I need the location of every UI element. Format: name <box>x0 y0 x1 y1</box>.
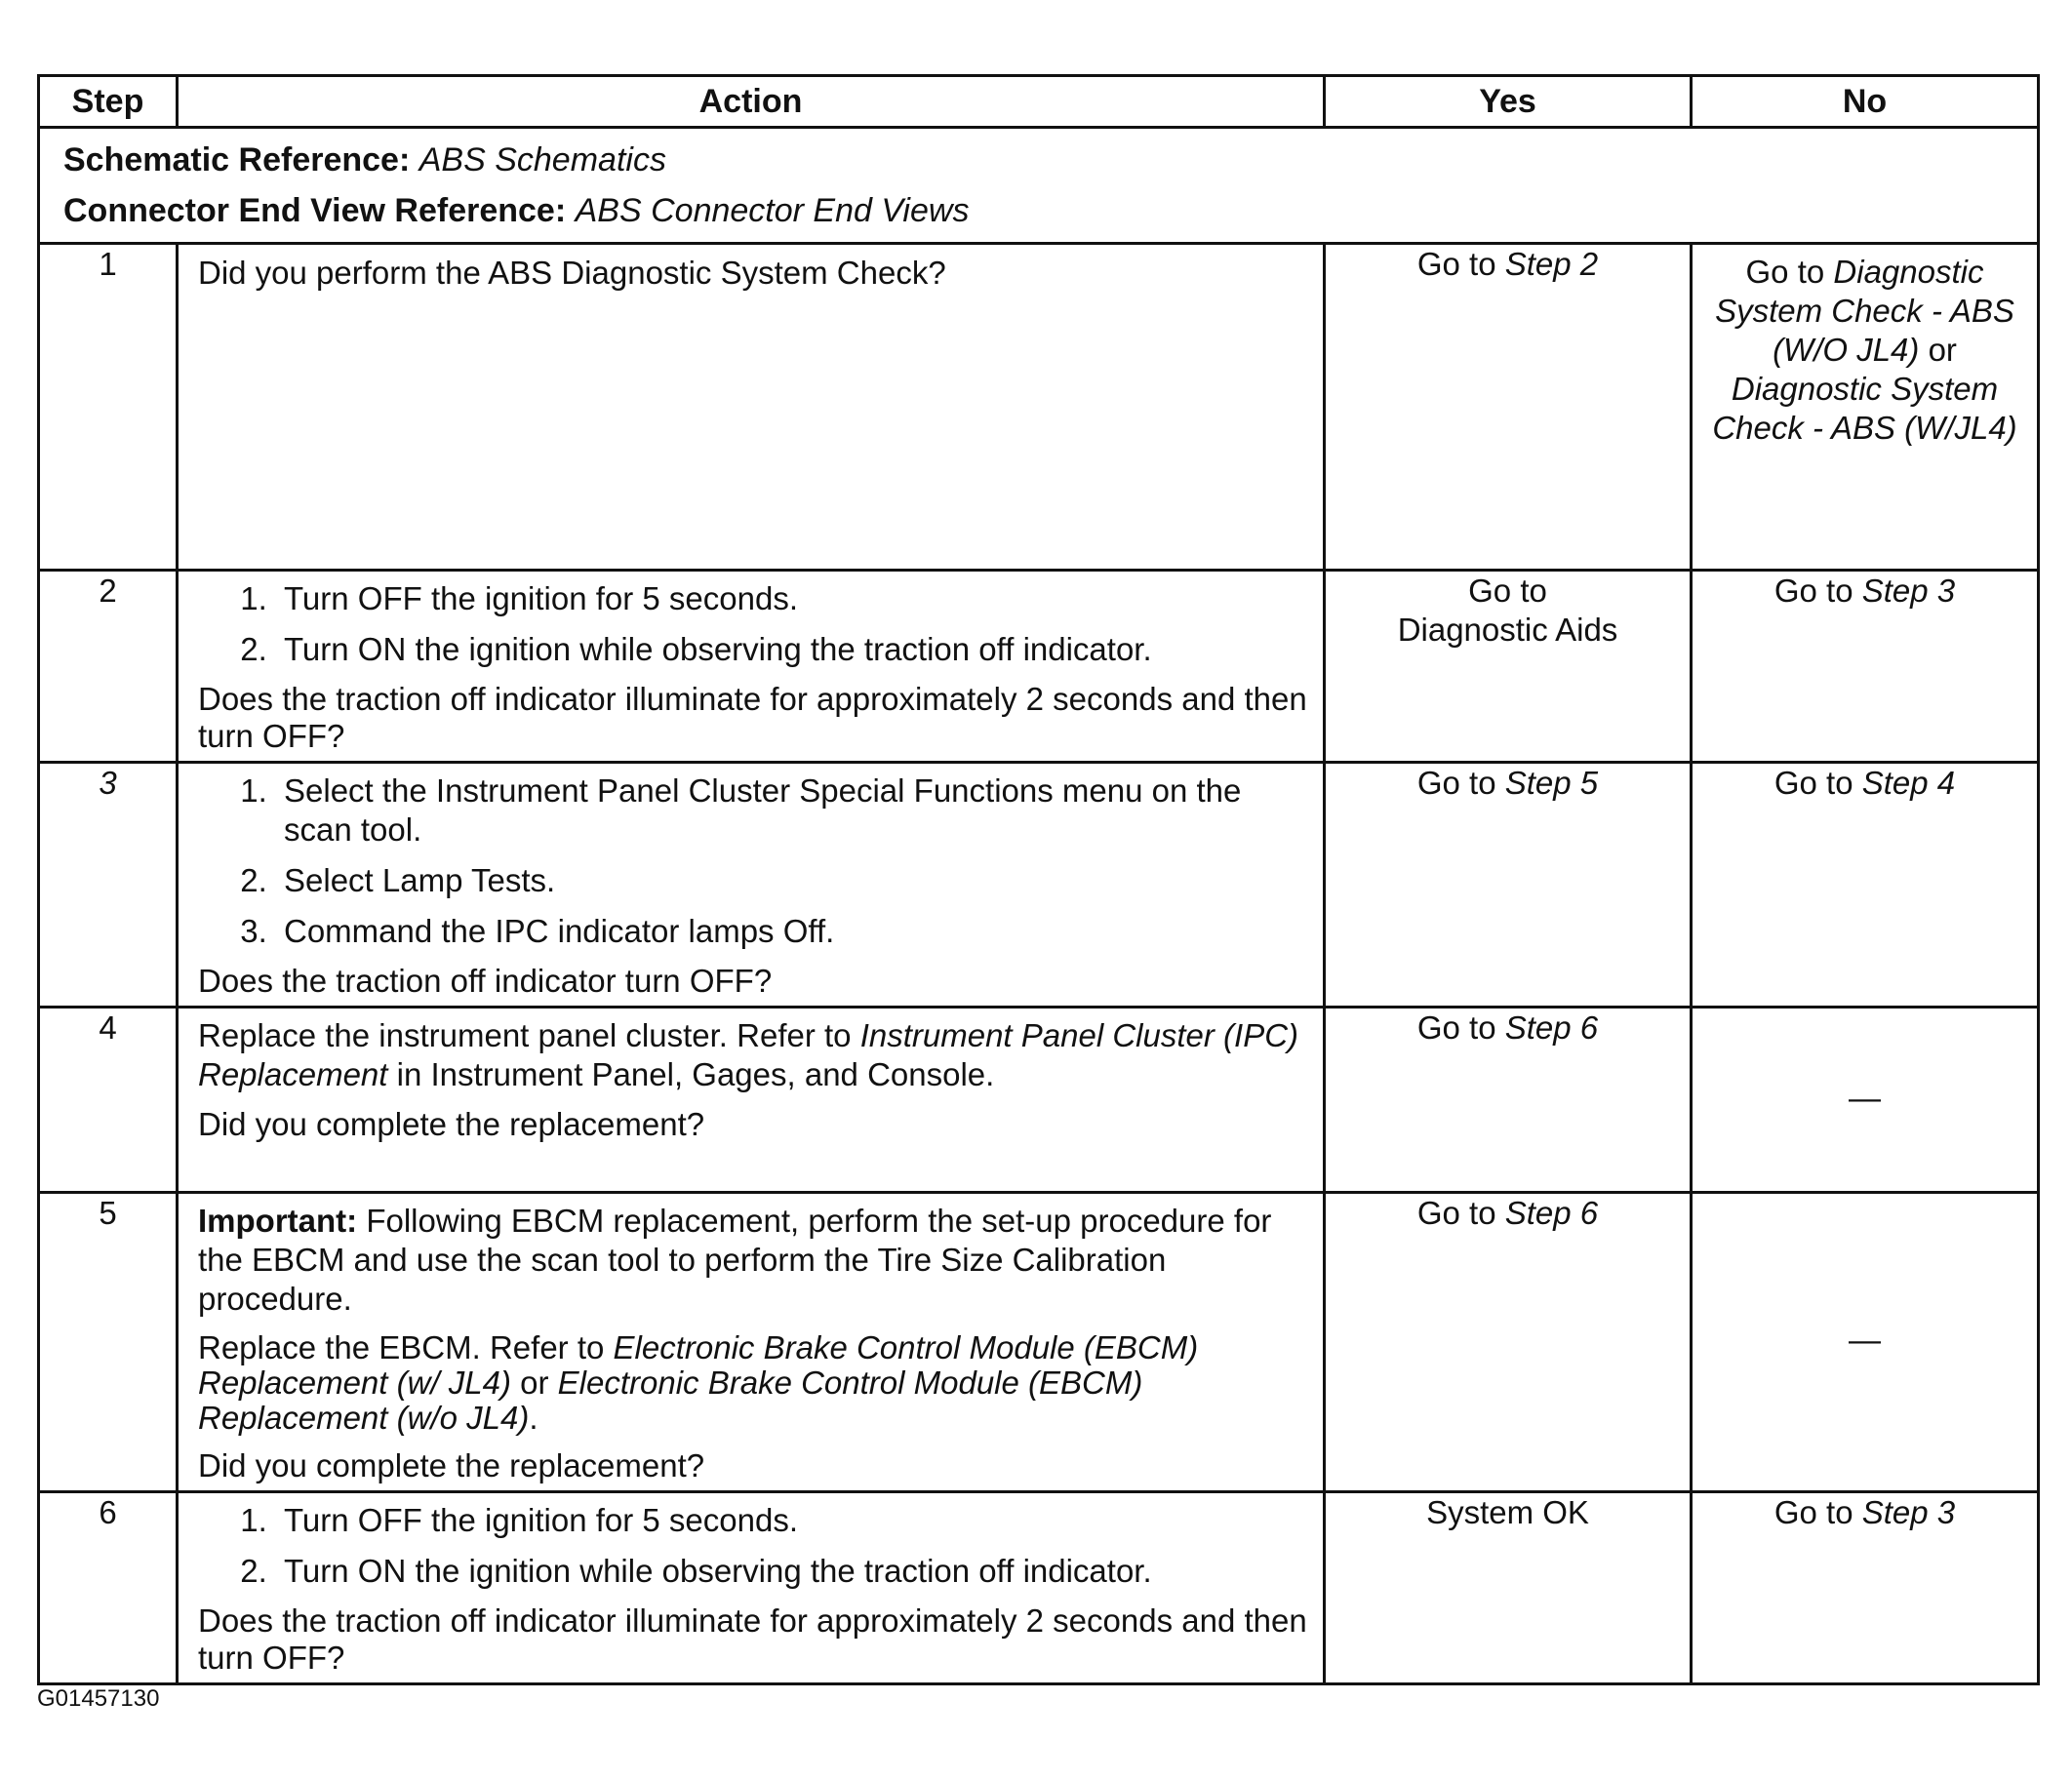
yes-cell <box>1325 1193 1692 1492</box>
action-cell <box>178 571 1325 763</box>
no-cell <box>1692 244 2039 571</box>
table-row <box>39 1193 2039 1492</box>
no-cell <box>1692 1193 2039 1492</box>
instruction-text: or <box>520 1365 549 1401</box>
yes-diagnostic-aids-link[interactable]: Diagnostic Aids <box>1397 612 1618 648</box>
instruction-text: Replace the instrument panel cluster. Refer to <box>198 1017 852 1053</box>
yes-cell <box>1325 1008 1692 1193</box>
yes-prefix: Go to <box>1416 1009 1496 1046</box>
procedure-list <box>198 579 1309 669</box>
no-prefix: Go to <box>1773 1494 1853 1530</box>
schematic-reference-link[interactable]: ABS Schematics <box>418 141 666 178</box>
connector-reference <box>63 185 2013 236</box>
step-question: Does the traction off indicator illuminate for approximately 2 seconds and then turn OFF? <box>198 1602 1307 1676</box>
procedure-item: 3. Command the IPC indicator lamps Off. <box>276 912 1309 951</box>
ebcm-replacement-w-jl4-link[interactable]: Electronic Brake Control Module (EBCM) Replacement (w/ JL4) <box>198 1329 1199 1401</box>
action-cell <box>178 244 1325 571</box>
table-row <box>39 763 2039 1008</box>
action-cell <box>178 763 1325 1008</box>
no-link-diag-check-wo-jl4[interactable]: Diagnostic System Check - ABS (W/O JL4) <box>1715 254 2014 368</box>
yes-cell <box>1325 1492 1692 1684</box>
no-step-link[interactable]: Step 4 <box>1861 765 1956 801</box>
instruction-text: Replace the EBCM. Refer to <box>198 1329 605 1365</box>
important-text: Following EBCM replacement, perform the set-up procedure for the EBCM and use the scan tool to perform the Tire Size Calibration procedure. <box>198 1203 1272 1317</box>
step-number: 2 <box>39 571 178 763</box>
yes-step-link[interactable]: Step 6 <box>1504 1009 1599 1046</box>
no-prefix: Go to <box>1745 254 1825 290</box>
figure-id: G01457130 <box>37 1685 160 1712</box>
no-link-diag-check-w-jl4[interactable]: Diagnostic System Check - ABS (W/JL4) <box>1712 371 2017 446</box>
no-cell <box>1692 763 2039 1008</box>
no-cell <box>1692 571 2039 763</box>
instruction-text: . <box>529 1400 538 1436</box>
connector-reference-label: Connector End View Reference: <box>63 192 567 229</box>
step-question: Does the traction off indicator illuminate for approximately 2 seconds and then turn OFF? <box>198 681 1307 754</box>
action-cell <box>178 1193 1325 1492</box>
header-step: Step <box>39 76 178 128</box>
references-row <box>39 128 2039 244</box>
procedure-item: 1. Turn OFF the ignition for 5 seconds. <box>276 1501 1309 1540</box>
header-no: No <box>1692 76 2039 128</box>
step-number: 1 <box>39 244 178 571</box>
header-row <box>39 76 2039 128</box>
no-cell <box>1692 1492 2039 1684</box>
important-label: Important: <box>198 1203 358 1239</box>
action-cell <box>178 1492 1325 1684</box>
no-step-link[interactable]: Step 3 <box>1861 573 1956 609</box>
table-row <box>39 1008 2039 1193</box>
procedure-item: 1. Select the Instrument Panel Cluster Special Functions menu on the scan tool. <box>276 771 1309 850</box>
no-step-link[interactable]: Step 3 <box>1861 1494 1956 1530</box>
diagnostic-table-container <box>37 74 2037 1685</box>
procedure-item: 1. Turn OFF the ignition for 5 seconds. <box>276 579 1309 618</box>
ipc-replacement-link[interactable]: Instrument Panel Cluster (IPC) Replacement <box>198 1017 1299 1092</box>
table-row <box>39 1492 2039 1684</box>
action-cell <box>178 1008 1325 1193</box>
procedure-list <box>198 771 1309 951</box>
no-connector: or <box>1928 332 1957 368</box>
header-yes: Yes <box>1325 76 1692 128</box>
diagnostic-table <box>37 74 2040 1685</box>
step-question: Did you complete the replacement? <box>198 1447 705 1483</box>
replacement-instruction <box>198 1016 1309 1094</box>
no-not-applicable: — <box>1849 1322 1881 1358</box>
connector-reference-link[interactable]: ABS Connector End Views <box>575 192 970 229</box>
step-number: 4 <box>39 1008 178 1193</box>
step-question: Did you complete the replacement? <box>198 1106 705 1142</box>
no-not-applicable: — <box>1849 1079 1881 1116</box>
procedure-list <box>198 1501 1309 1591</box>
schematic-reference <box>63 135 2013 185</box>
yes-cell <box>1325 244 1692 571</box>
yes-prefix: Go to <box>1468 573 1547 609</box>
step-number: 5 <box>39 1193 178 1492</box>
step-number: 6 <box>39 1492 178 1684</box>
references-cell <box>39 128 2039 244</box>
table-row <box>39 571 2039 763</box>
procedure-item: 2. Turn ON the ignition while observing the traction off indicator. <box>276 630 1309 669</box>
step-question: Did you perform the ABS Diagnostic System Check? <box>198 255 946 291</box>
yes-prefix: Go to <box>1416 1195 1496 1231</box>
yes-step-link[interactable]: Step 5 <box>1504 765 1599 801</box>
no-prefix: Go to <box>1773 765 1853 801</box>
step-question: Does the traction off indicator turn OFF? <box>198 963 773 999</box>
yes-step-link[interactable]: Step 6 <box>1504 1195 1599 1231</box>
instruction-text: in Instrument Panel, Gages, and Console. <box>396 1056 995 1092</box>
no-prefix: Go to <box>1773 573 1853 609</box>
header-action: Action <box>178 76 1325 128</box>
yes-cell <box>1325 763 1692 1008</box>
schematic-reference-label: Schematic Reference: <box>63 141 411 178</box>
yes-step-link[interactable]: Step 2 <box>1504 246 1599 282</box>
ebcm-replacement-wo-jl4-link[interactable]: Electronic Brake Control Module (EBCM) Replacement (w/o JL4) <box>198 1365 1143 1436</box>
replacement-instruction <box>198 1330 1309 1436</box>
yes-prefix: Go to <box>1416 246 1496 282</box>
yes-cell <box>1325 571 1692 763</box>
table-row <box>39 244 2039 571</box>
yes-prefix: Go to <box>1416 765 1496 801</box>
important-note <box>198 1202 1309 1319</box>
procedure-item: 2. Turn ON the ignition while observing the traction off indicator. <box>276 1552 1309 1591</box>
procedure-item: 2. Select Lamp Tests. <box>276 861 1309 900</box>
yes-system-ok: System OK <box>1426 1494 1589 1530</box>
step-number: 3 <box>39 763 178 1008</box>
no-cell <box>1692 1008 2039 1193</box>
